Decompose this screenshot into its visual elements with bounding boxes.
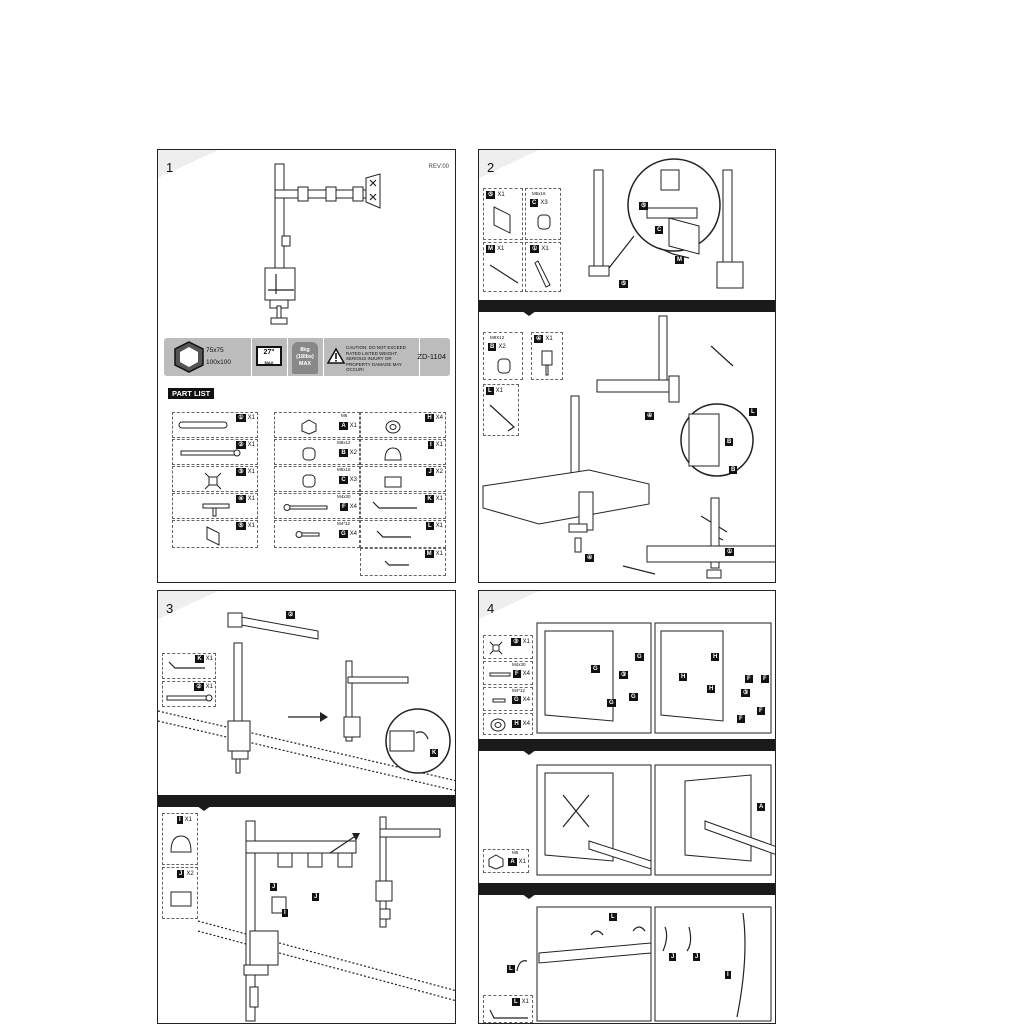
callout-j-2: J	[314, 894, 318, 900]
callout-j-1: J	[272, 884, 276, 890]
callout-h-3: H	[681, 674, 686, 680]
callout-j-2: J	[695, 954, 699, 960]
hardware-box-b: M8x12 B X2	[274, 439, 360, 465]
extra-box-j: J X2	[360, 466, 446, 492]
part-box-3: ③ X1	[172, 466, 258, 492]
callout-5-bottom: ⑤	[621, 281, 627, 287]
cable-clip-j-box: J X2	[162, 867, 198, 919]
hex-key-l-icon	[375, 529, 415, 545]
vesa-75: 75x75	[206, 347, 224, 354]
callout-h-1: H	[713, 654, 718, 660]
part-list-title: PART LIST	[168, 388, 214, 399]
step-divider	[479, 883, 775, 895]
nut-icon	[301, 419, 317, 435]
hardware-box-f: M4x30 F X4	[274, 493, 360, 519]
callout-f-4: F	[739, 716, 743, 722]
callout-f-1: F	[747, 676, 751, 682]
hex-key-m-box: M X1	[483, 242, 523, 292]
callout-m: M	[677, 257, 682, 263]
callout-g-4: G	[631, 694, 636, 700]
step-4-panel	[478, 590, 776, 1024]
step-3-panel	[157, 590, 456, 1024]
monitor-arm-illustration	[158, 150, 456, 330]
caution-cell	[324, 338, 420, 376]
caution-text: CAUTION: DO NOT EXCEED RATED LISTED WEIGHT. SERIOUS INJURY OR PROPERTY DAMAGE MAY OCCUR!	[346, 345, 406, 372]
hex-key-l-box: L X1	[483, 384, 519, 436]
step2-top-illustration	[479, 150, 776, 295]
callout-3-b: ③	[743, 690, 749, 696]
step3-bottom-illustration	[158, 801, 456, 1024]
hardware-box-g: M4*12 G X4	[274, 520, 360, 548]
warning-icon	[327, 348, 345, 364]
vesa-plate-part-icon	[203, 471, 223, 491]
bracket-part-icon	[205, 525, 225, 547]
screen-size-cell	[252, 338, 288, 376]
callout-b-1: B	[727, 439, 732, 445]
callout-g-1: G	[593, 666, 598, 672]
screw-f-box: M4x30 F X4	[483, 661, 533, 685]
step-number: 4	[487, 601, 495, 616]
hardware-box-a: M6 A X1	[274, 412, 360, 438]
nut-a-box: M6 A X1	[483, 849, 529, 873]
part-box-2: ② X1	[172, 439, 258, 465]
step4-mid-illustration	[479, 751, 776, 881]
callout-c: C	[657, 227, 662, 233]
bolt-b-box: M8X12 B X2	[483, 332, 523, 380]
screw-c-icon	[301, 473, 317, 489]
part-box-4: ④ X1	[172, 493, 258, 519]
callout-l-side: L	[509, 966, 513, 972]
hardware-box-c: M5x16 C X3	[274, 466, 360, 492]
short-screw-g-icon	[295, 531, 325, 539]
cable-clip-i-icon	[383, 446, 403, 462]
vesa-cell	[164, 338, 252, 376]
callout-2: ②	[288, 612, 294, 618]
callout-b-2: B	[731, 467, 736, 473]
long-screw-f-icon	[283, 504, 333, 512]
step-divider	[479, 739, 775, 751]
hex-key-k-box: K X1	[162, 653, 216, 679]
part-box-5: ⑤ X1	[172, 520, 258, 548]
cable-clip-j-icon	[383, 473, 403, 489]
callout-4-bottom: ④	[587, 555, 593, 561]
callout-f-2: F	[763, 676, 767, 682]
cable-clip-i-box: I X1	[162, 813, 198, 865]
callout-3-a: ③	[621, 672, 627, 678]
vesa-badge-icon	[174, 341, 204, 373]
part-box-5: ⑤ X1	[483, 188, 523, 240]
callout-l: L	[751, 409, 755, 415]
callout-4-top: ④	[647, 413, 653, 419]
weight-icon: 8kg (18lbs) MAX	[292, 342, 318, 374]
step2-bottom-illustration	[479, 310, 776, 583]
step3-top-illustration	[158, 591, 456, 791]
callout-1: ①	[727, 549, 733, 555]
step4-top-illustration	[479, 591, 776, 741]
extra-box-l: L X1	[360, 520, 446, 548]
extra-box-m: M X1	[360, 548, 446, 576]
bolt-b-icon	[301, 446, 317, 462]
screen-size-icon: 27" MAX	[256, 346, 282, 366]
callout-i: I	[284, 910, 286, 916]
weight-cell	[288, 338, 324, 376]
pole-box: ① X1	[525, 242, 561, 292]
step4-bottom-illustration	[479, 897, 776, 1024]
spec-bar	[164, 338, 450, 376]
plate-3-box: ③ X1	[483, 635, 533, 659]
part-box-1: ① X1	[172, 412, 258, 438]
callout-j-1: J	[671, 954, 675, 960]
step-1-panel	[157, 149, 456, 583]
screw-c-box: M5x16 C X3	[525, 188, 561, 240]
washer-h-icon	[385, 419, 401, 435]
callout-h-2: H	[709, 686, 714, 692]
hex-key-k-icon	[371, 500, 421, 516]
arm-2-box: ② X1	[162, 681, 216, 707]
callout-5-top: ⑤	[641, 203, 647, 209]
callout-a: A	[759, 804, 764, 810]
arm-part-icon	[181, 449, 241, 459]
extra-box-k: K X1	[360, 493, 446, 519]
extra-box-i: I X1	[360, 439, 446, 465]
step-number: 1	[166, 160, 174, 175]
callout-i: I	[727, 972, 729, 978]
vesa-100: 100x100	[206, 359, 231, 366]
clamp-part-icon	[203, 498, 233, 518]
step-2-panel	[478, 149, 776, 583]
hex-key-m-icon	[383, 559, 413, 573]
step-number: 2	[487, 160, 495, 175]
callout-f-3: F	[759, 708, 763, 714]
pole-part-icon	[179, 422, 229, 432]
callout-g-3: G	[609, 700, 614, 706]
step-number: 3	[166, 601, 174, 616]
model-number: ZD-1104	[417, 352, 446, 361]
clamp-4-box: ④ X1	[531, 332, 563, 380]
callout-k: K	[432, 750, 437, 756]
revision-label: REV:00	[428, 164, 449, 170]
callout-g-2: G	[637, 654, 642, 660]
washer-h-box: H X4	[483, 713, 533, 735]
extra-box-h: H X4	[360, 412, 446, 438]
hex-key-l-box: L X1	[483, 995, 533, 1023]
callout-l-top: L	[611, 914, 615, 920]
screw-g-box: M4*12 G X4	[483, 687, 533, 711]
